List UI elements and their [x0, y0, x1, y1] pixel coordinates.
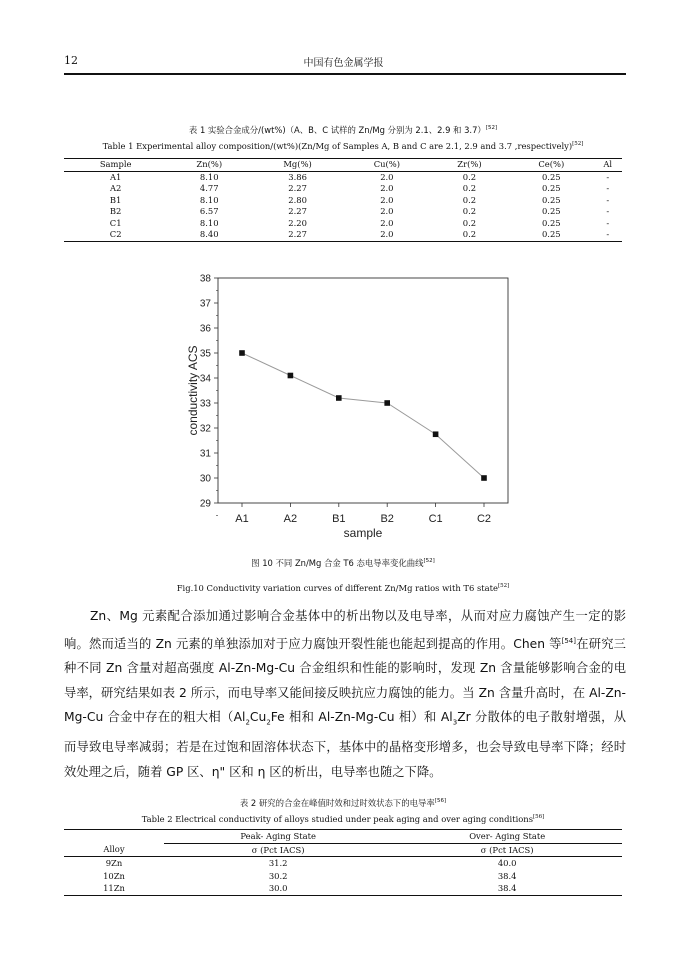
- table-cell: -: [606, 194, 610, 205]
- table-row: [64, 171, 622, 183]
- conductivity-chart: [170, 264, 520, 544]
- column-header: Al: [593, 159, 622, 172]
- y-tick-label: 31: [199, 448, 211, 460]
- table2-caption-en: Table 2 Electrical conductivity of alloys studied under peak aging and over aging conditions[56]: [141, 814, 545, 824]
- table-cell: -: [606, 183, 610, 193]
- column-header: Ce(%): [509, 159, 593, 172]
- page-number: 12: [64, 54, 78, 67]
- data-point: [433, 431, 439, 437]
- y-tick-label: 30: [199, 473, 211, 485]
- table-cell: 0.25: [541, 206, 561, 216]
- table-row: [64, 870, 622, 883]
- table-row: [64, 857, 622, 870]
- table-cell: 40.0: [497, 858, 517, 868]
- table-row: [64, 206, 622, 218]
- group-header-peak: Peak- Aging State: [164, 830, 392, 844]
- table-cell: 2.27: [251, 229, 344, 241]
- y-axis-label: conductivity ACS: [186, 345, 200, 436]
- table-cell: 30.0: [164, 882, 392, 895]
- table-cell: B2: [109, 206, 122, 216]
- data-point: [288, 373, 294, 379]
- table-cell: 2.0: [380, 206, 394, 216]
- composition-table: [64, 158, 622, 242]
- x-tick-label: A1: [235, 513, 249, 525]
- table-cell: 2.0: [380, 171, 394, 182]
- table1-caption-cn: 表 1 实验合金成分/(wt%)（A、B、C 试样的 Zn/Mg 分别为 2.1、2.9 和 3.7）[52]: [188, 125, 498, 135]
- table-cell: 11Zn: [64, 882, 164, 895]
- table-unit-row: [64, 843, 622, 857]
- x-axis-label: sample: [343, 526, 383, 540]
- table-cell: 9Zn: [105, 858, 123, 868]
- data-point: [336, 395, 342, 401]
- data-point: [481, 475, 487, 481]
- table-cell: 31.2: [268, 858, 288, 868]
- column-header: Alloy: [64, 843, 164, 857]
- table-cell: 0.2: [462, 183, 477, 193]
- table-cell: 30.2: [268, 870, 288, 881]
- table-cell: 10Zn: [103, 870, 125, 881]
- table-cell: 2.27: [288, 206, 307, 216]
- y-tick-label: 36: [199, 323, 211, 335]
- x-tick-label: C1: [428, 513, 443, 525]
- table-cell: C1: [109, 217, 122, 228]
- table-cell: 0.25: [509, 229, 593, 241]
- y-tick-label: 34: [199, 373, 211, 385]
- table-cell: 38.4: [497, 870, 517, 881]
- table-row: [64, 183, 622, 195]
- table-group-header-row: [64, 830, 622, 844]
- table-cell: 0.25: [541, 171, 561, 182]
- table-cell: 2.0: [380, 217, 394, 228]
- table-cell: 8.40: [167, 229, 251, 241]
- y-tick-label: 35: [199, 348, 211, 360]
- column-header: Sample: [64, 159, 167, 172]
- y-tick-label: 33: [199, 398, 211, 410]
- x-tick-label: C2: [476, 513, 492, 525]
- plot-frame: [218, 278, 508, 503]
- y-tick-label: 29: [199, 498, 211, 510]
- table-cell: 0.25: [541, 183, 561, 193]
- table-row: [64, 218, 622, 230]
- table2-caption-cn: 表 2 研究的合金在峰值时效和过时效状态下的电导率[56]: [239, 798, 447, 808]
- column-header: Zn(%): [167, 159, 251, 172]
- y-tick-label: 38: [199, 273, 211, 285]
- y-tick-label: 32: [199, 423, 211, 435]
- column-header: Cu(%): [344, 159, 430, 172]
- table-header-row: [64, 159, 622, 172]
- conductivity-table: [64, 829, 622, 896]
- table-cell: -: [593, 229, 622, 241]
- journal-title: 中国有色金属学报: [303, 58, 384, 69]
- table-cell: 4.77: [199, 183, 219, 193]
- data-point: [239, 350, 245, 356]
- table-cell: 2.20: [288, 217, 307, 228]
- figure-caption-en: Fig.10 Conductivity variation curves of different Zn/Mg ratios with T6 state[52]: [176, 583, 510, 593]
- table-cell: A1: [109, 171, 122, 182]
- table-cell: -: [606, 217, 610, 228]
- table-cell: 0.2: [462, 217, 477, 228]
- table-cell: 8.10: [199, 171, 219, 182]
- table-cell: 0.2: [462, 206, 477, 216]
- table-cell: 8.10: [199, 194, 219, 205]
- table-cell: 0.25: [541, 217, 561, 228]
- series-line: [242, 353, 484, 478]
- table-row: [64, 195, 622, 207]
- table-cell: -: [606, 171, 610, 182]
- header-rule: [64, 73, 626, 75]
- table-cell: B1: [109, 194, 122, 205]
- table-cell: 2.0: [380, 194, 394, 205]
- table-cell: 0.2: [462, 171, 477, 182]
- group-header-over: Over- Aging State: [392, 830, 622, 844]
- table-cell: 2.27: [288, 183, 307, 193]
- column-header: σ (Pct IACS): [164, 843, 392, 857]
- table1-caption-en: Table 1 Experimental alloy composition/(wt%)(Zn/Mg of Samples A, B and C are 2.1, 2.9 and 3.7 ,respectively)[52]: [102, 141, 584, 151]
- table-cell: 3.86: [288, 171, 307, 182]
- table-row: [64, 882, 622, 895]
- table-cell: 2.0: [380, 183, 394, 193]
- table-cell: 0.2: [462, 194, 477, 205]
- citation-link[interactable]: [54]: [561, 636, 576, 645]
- table-cell: A2: [109, 183, 122, 193]
- table-cell: 2.80: [288, 194, 307, 205]
- table-cell: -: [606, 206, 610, 216]
- column-header: σ (Pct IACS): [392, 843, 622, 857]
- table-cell: 8.10: [199, 217, 219, 228]
- table-cell: 38.4: [392, 882, 622, 895]
- table-cell: C2: [64, 229, 167, 241]
- table-cell: 0.25: [541, 194, 561, 205]
- x-tick-label: B2: [380, 513, 394, 525]
- y-tick-label: 37: [199, 298, 211, 310]
- data-point: [384, 400, 390, 406]
- column-header: Mg(%): [251, 159, 344, 172]
- body-paragraph: Zn、Mg 元素配合添加通过影响合金基体中的析出物以及电导率，从而对应力腐蚀产生一定的影响。然而适当的 Zn 元素的单独添加对于应力腐蚀开裂性能也能起到提高的作用。Chen 等[54]在研究三种不同 Zn 含量对超高强度 Al-Zn-Mg-Cu 合金组织和性能的影响时，发现 Zn 含量能够影响合金的电导率，研究结果如表 2 所示，而电导率又能间接反映抗应力腐蚀的能力。当 Zn 含量升高时，在 Al-Zn-Mg-Cu 合金中存在的粗大相（$Al_2Cu_2Fe$ 相和 Al-Zn-Mg-Cu 相）和 $Al_3Zr$ 分散体的电子散射增强，从而导致电导率减弱；若是在过饱和固溶体状态下，基体中的晶格变形增多，也会导致电导率下降；经时效处理之后，随着 GP 区、η" 区和 η 区的析出，电导率也随之下降。: [64, 609, 626, 779]
- table-row: [64, 229, 622, 241]
- table-cell: 0.2: [430, 229, 509, 241]
- figure-caption-cn: 图 10 不同 Zn/Mg 合金 T6 态电导率变化曲线[52]: [251, 558, 435, 568]
- table-cell: 2.0: [344, 229, 430, 241]
- table-cell: 6.57: [199, 206, 219, 216]
- x-tick-label: B1: [332, 513, 346, 525]
- column-header: Zr(%): [430, 159, 509, 172]
- x-tick-label: A2: [283, 513, 298, 525]
